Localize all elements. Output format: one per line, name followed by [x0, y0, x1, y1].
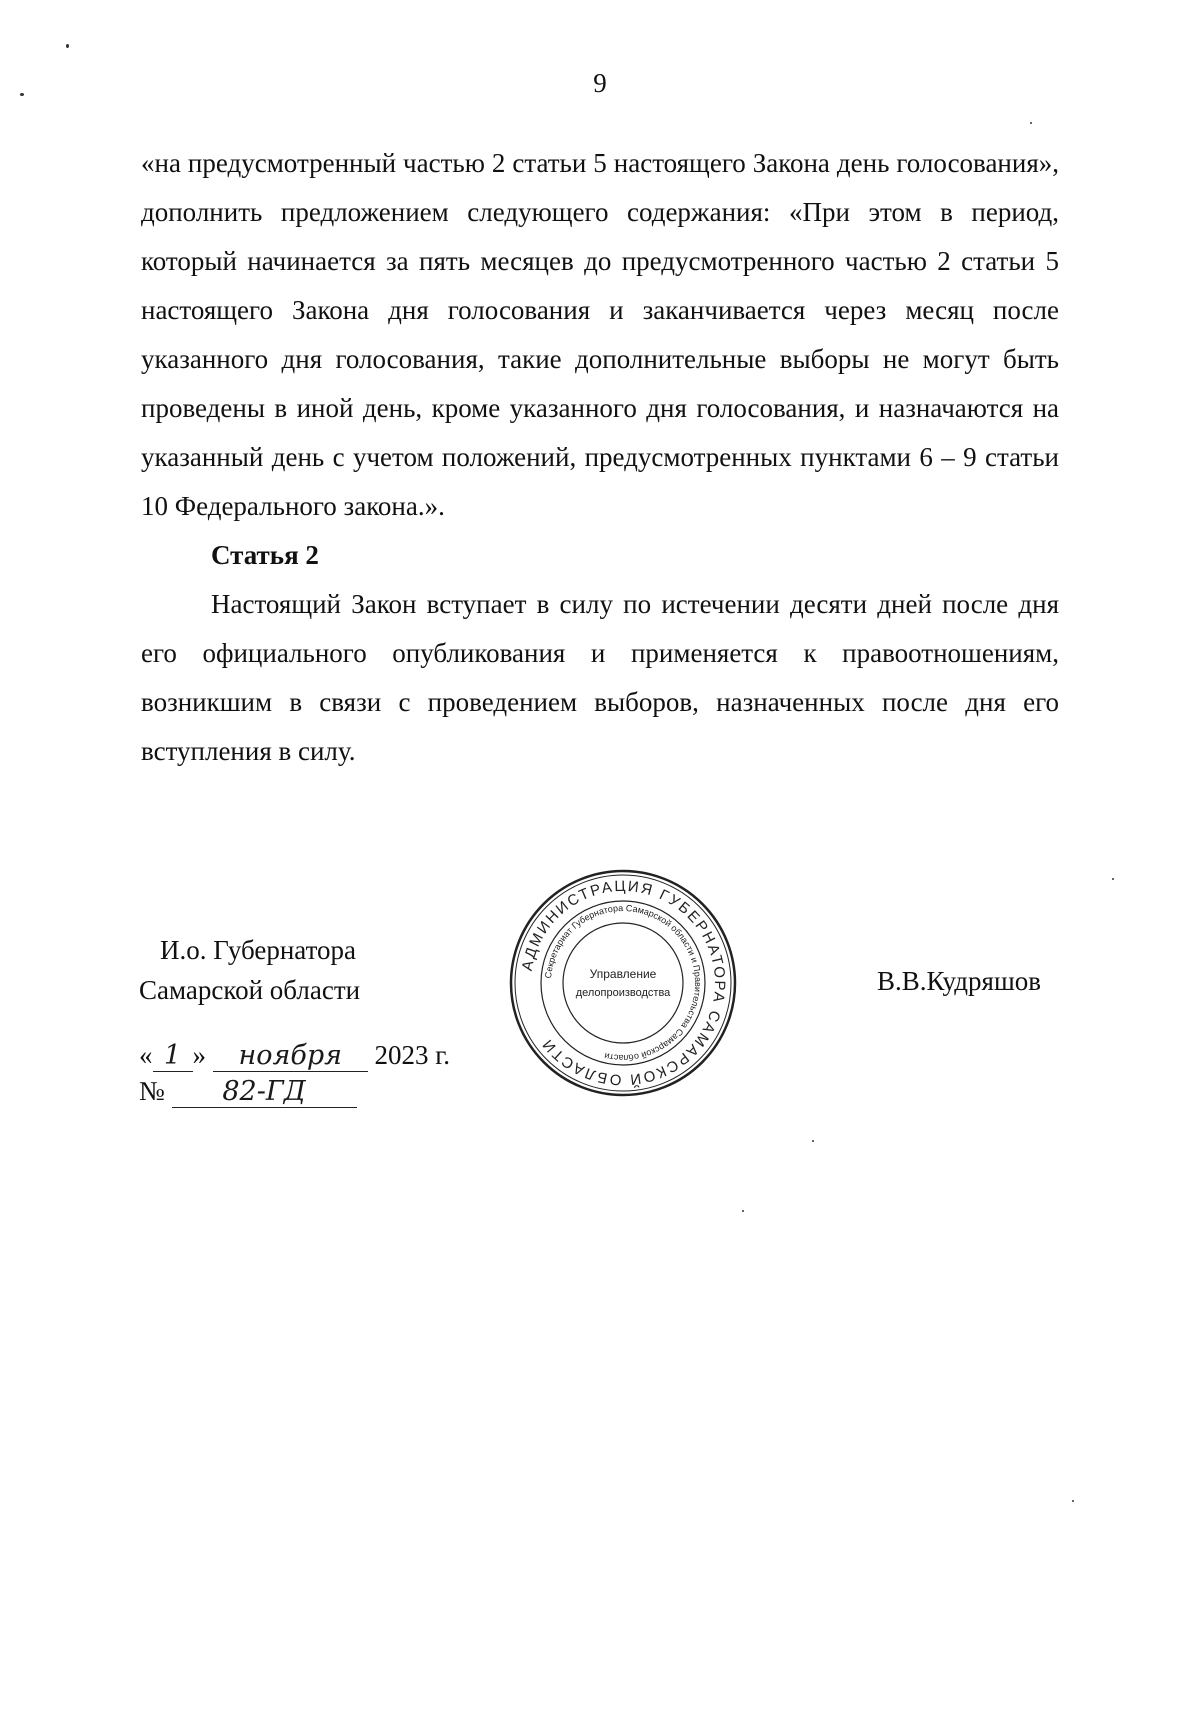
date-day-handwritten: 1	[163, 1040, 182, 1071]
seal-middle-ring	[541, 901, 705, 1065]
seal-center-line1: Управление	[589, 967, 657, 981]
law-number-handwritten: 82-ГД	[222, 1076, 306, 1107]
article-heading: Статья 2	[211, 540, 319, 570]
scan-speck	[1112, 878, 1114, 880]
seal-inner-text: Секретариат Губернатора Самарской области и Правительства Самарской области	[543, 902, 704, 1064]
date-close-quote: »	[192, 1040, 206, 1070]
signatory-position	[139, 930, 360, 1010]
signatory-position-line2: Самарской области	[139, 975, 361, 1005]
document-body	[141, 139, 1059, 776]
scan-speck	[66, 44, 69, 48]
amendment-paragraph: «на предусмотренный частью 2 статьи 5 настоящего Закона день голосования», дополнить предложением следующего содержания: «При этом в период, который начинается за пять месяцев до предусмотренного частью 2 статьи 5 настоящего Закона дня голосования и заканчивается через месяц после указанного дня голосования, такие дополнительные выборы не могут быть проведены в иной день, кроме указанного дня голосования, и назначаются на указанный день с учетом положений, предусмотренных пунктами 6 – 9 статьи 10 Федерального закона.».	[141, 148, 1059, 521]
date-year: 2023 г.	[374, 1040, 451, 1070]
law-number	[139, 1076, 357, 1108]
signatory-position-line1: И.о. Губернатора	[160, 935, 357, 965]
date-month-field	[213, 1040, 368, 1072]
article-2-paragraph: Настоящий Закон вступает в силу по истечении десяти дней после дня его официального опубликования и применяется к правоотношениям, возникшим в связи с проведением выборов, назначенных после дня его вступления в силу.	[141, 589, 1059, 766]
official-seal	[508, 868, 738, 1098]
date-month-handwritten: ноября	[238, 1040, 343, 1071]
signatory-name: В.В.Кудряшов	[877, 966, 1041, 996]
seal-inner-ring	[563, 923, 683, 1043]
date-day-field	[153, 1040, 193, 1072]
scan-speck	[742, 1210, 744, 1212]
signing-date	[139, 1040, 450, 1072]
date-open-quote: «	[139, 1040, 153, 1070]
scan-speck	[1030, 122, 1032, 124]
scan-speck	[812, 1140, 814, 1142]
law-number-field	[172, 1076, 357, 1108]
seal-outer-text: АДМИНИСТРАЦИЯ ГУБЕРНАТОРА САМАРСКОЙ ОБЛАСТИ	[518, 877, 729, 1089]
page-number: 9	[593, 68, 607, 98]
scan-speck	[1072, 1500, 1074, 1502]
law-number-label: №	[139, 1076, 165, 1106]
seal-center-line2: делопроизводства	[575, 987, 671, 999]
